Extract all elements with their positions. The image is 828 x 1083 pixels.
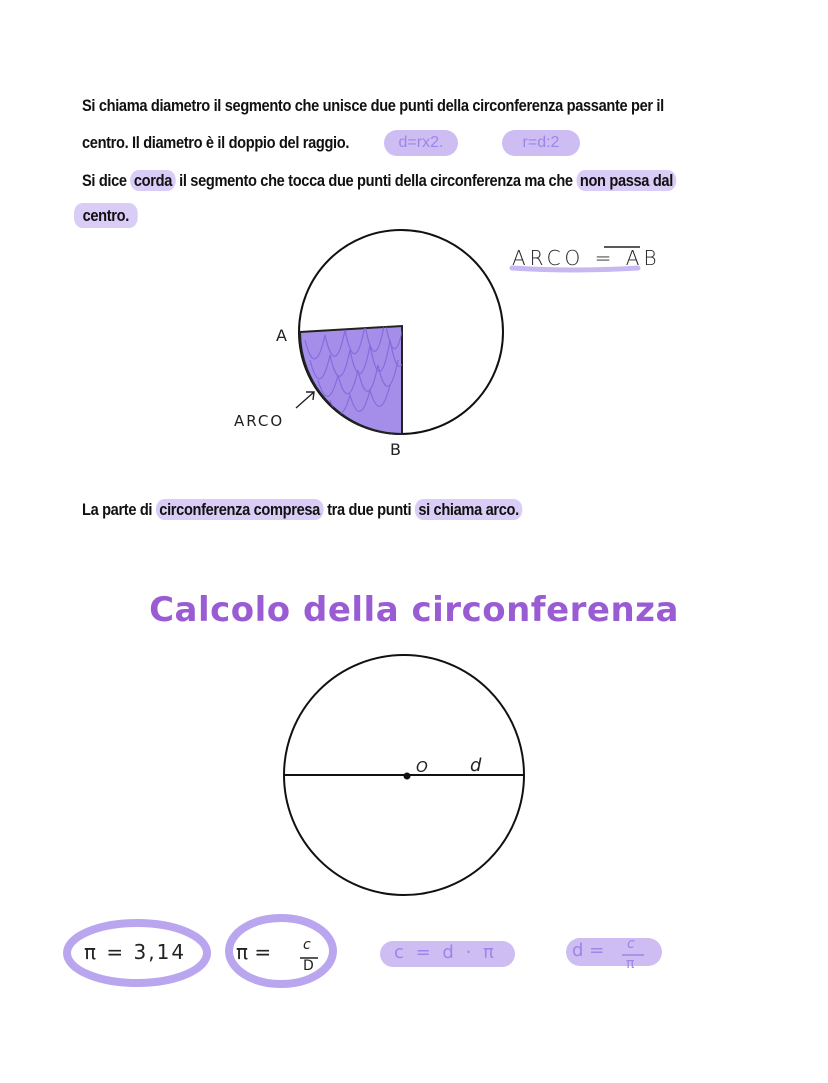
highlight-centro: centro. xyxy=(74,203,138,228)
label-d: d xyxy=(470,755,482,776)
highlight-circonferenza-compresa: circonferenza compresa xyxy=(156,499,324,520)
text-line-3-part-c: il segmento che tocca due punti della circonferenza ma che xyxy=(175,171,577,190)
highlight-si-chiama-arco: si chiama arco. xyxy=(415,499,522,520)
pi-ratio-left: π = xyxy=(236,940,272,964)
text-line-1: Si chiama diametro il segmento che unisce due punti della circonferenza passante per il xyxy=(82,96,664,115)
text-line-5 xyxy=(82,500,522,520)
label-b: B xyxy=(390,440,401,459)
shaded-sector xyxy=(300,326,402,434)
highlight-non-passa: non passa dal xyxy=(576,170,676,191)
section-title: Calcolo della circonferenza xyxy=(149,590,679,630)
pi-ratio-denominator: D xyxy=(303,958,314,974)
label-arco: ARCO xyxy=(234,412,285,430)
center-point xyxy=(404,773,411,780)
d-formula-denominator: π xyxy=(626,956,635,972)
d-formula-numerator: c xyxy=(627,936,635,952)
label-arco-ab: ARCO = AB xyxy=(512,246,661,270)
label-o: O xyxy=(416,758,428,776)
c-formula: c = d · π xyxy=(394,942,497,963)
pi-value-formula: π = 3,14 xyxy=(84,940,187,964)
text-line-5-part-a: La parte di xyxy=(82,500,156,519)
label-a: A xyxy=(276,326,287,345)
text-line-3-part-a: Si dice xyxy=(82,171,131,190)
pi-ratio-numerator: c xyxy=(303,937,311,953)
text-line-2: centro. Il diametro è il doppio del raggio. xyxy=(82,133,350,152)
diameter-formula-pill: d=rx2. xyxy=(384,130,458,156)
d-formula-left: d = xyxy=(572,940,605,961)
arrow-icon xyxy=(296,392,314,408)
radius-formula-pill: r=d:2 xyxy=(502,130,580,156)
highlight-corda: corda xyxy=(130,170,175,191)
text-line-5-part-c: tra due punti xyxy=(323,500,415,519)
